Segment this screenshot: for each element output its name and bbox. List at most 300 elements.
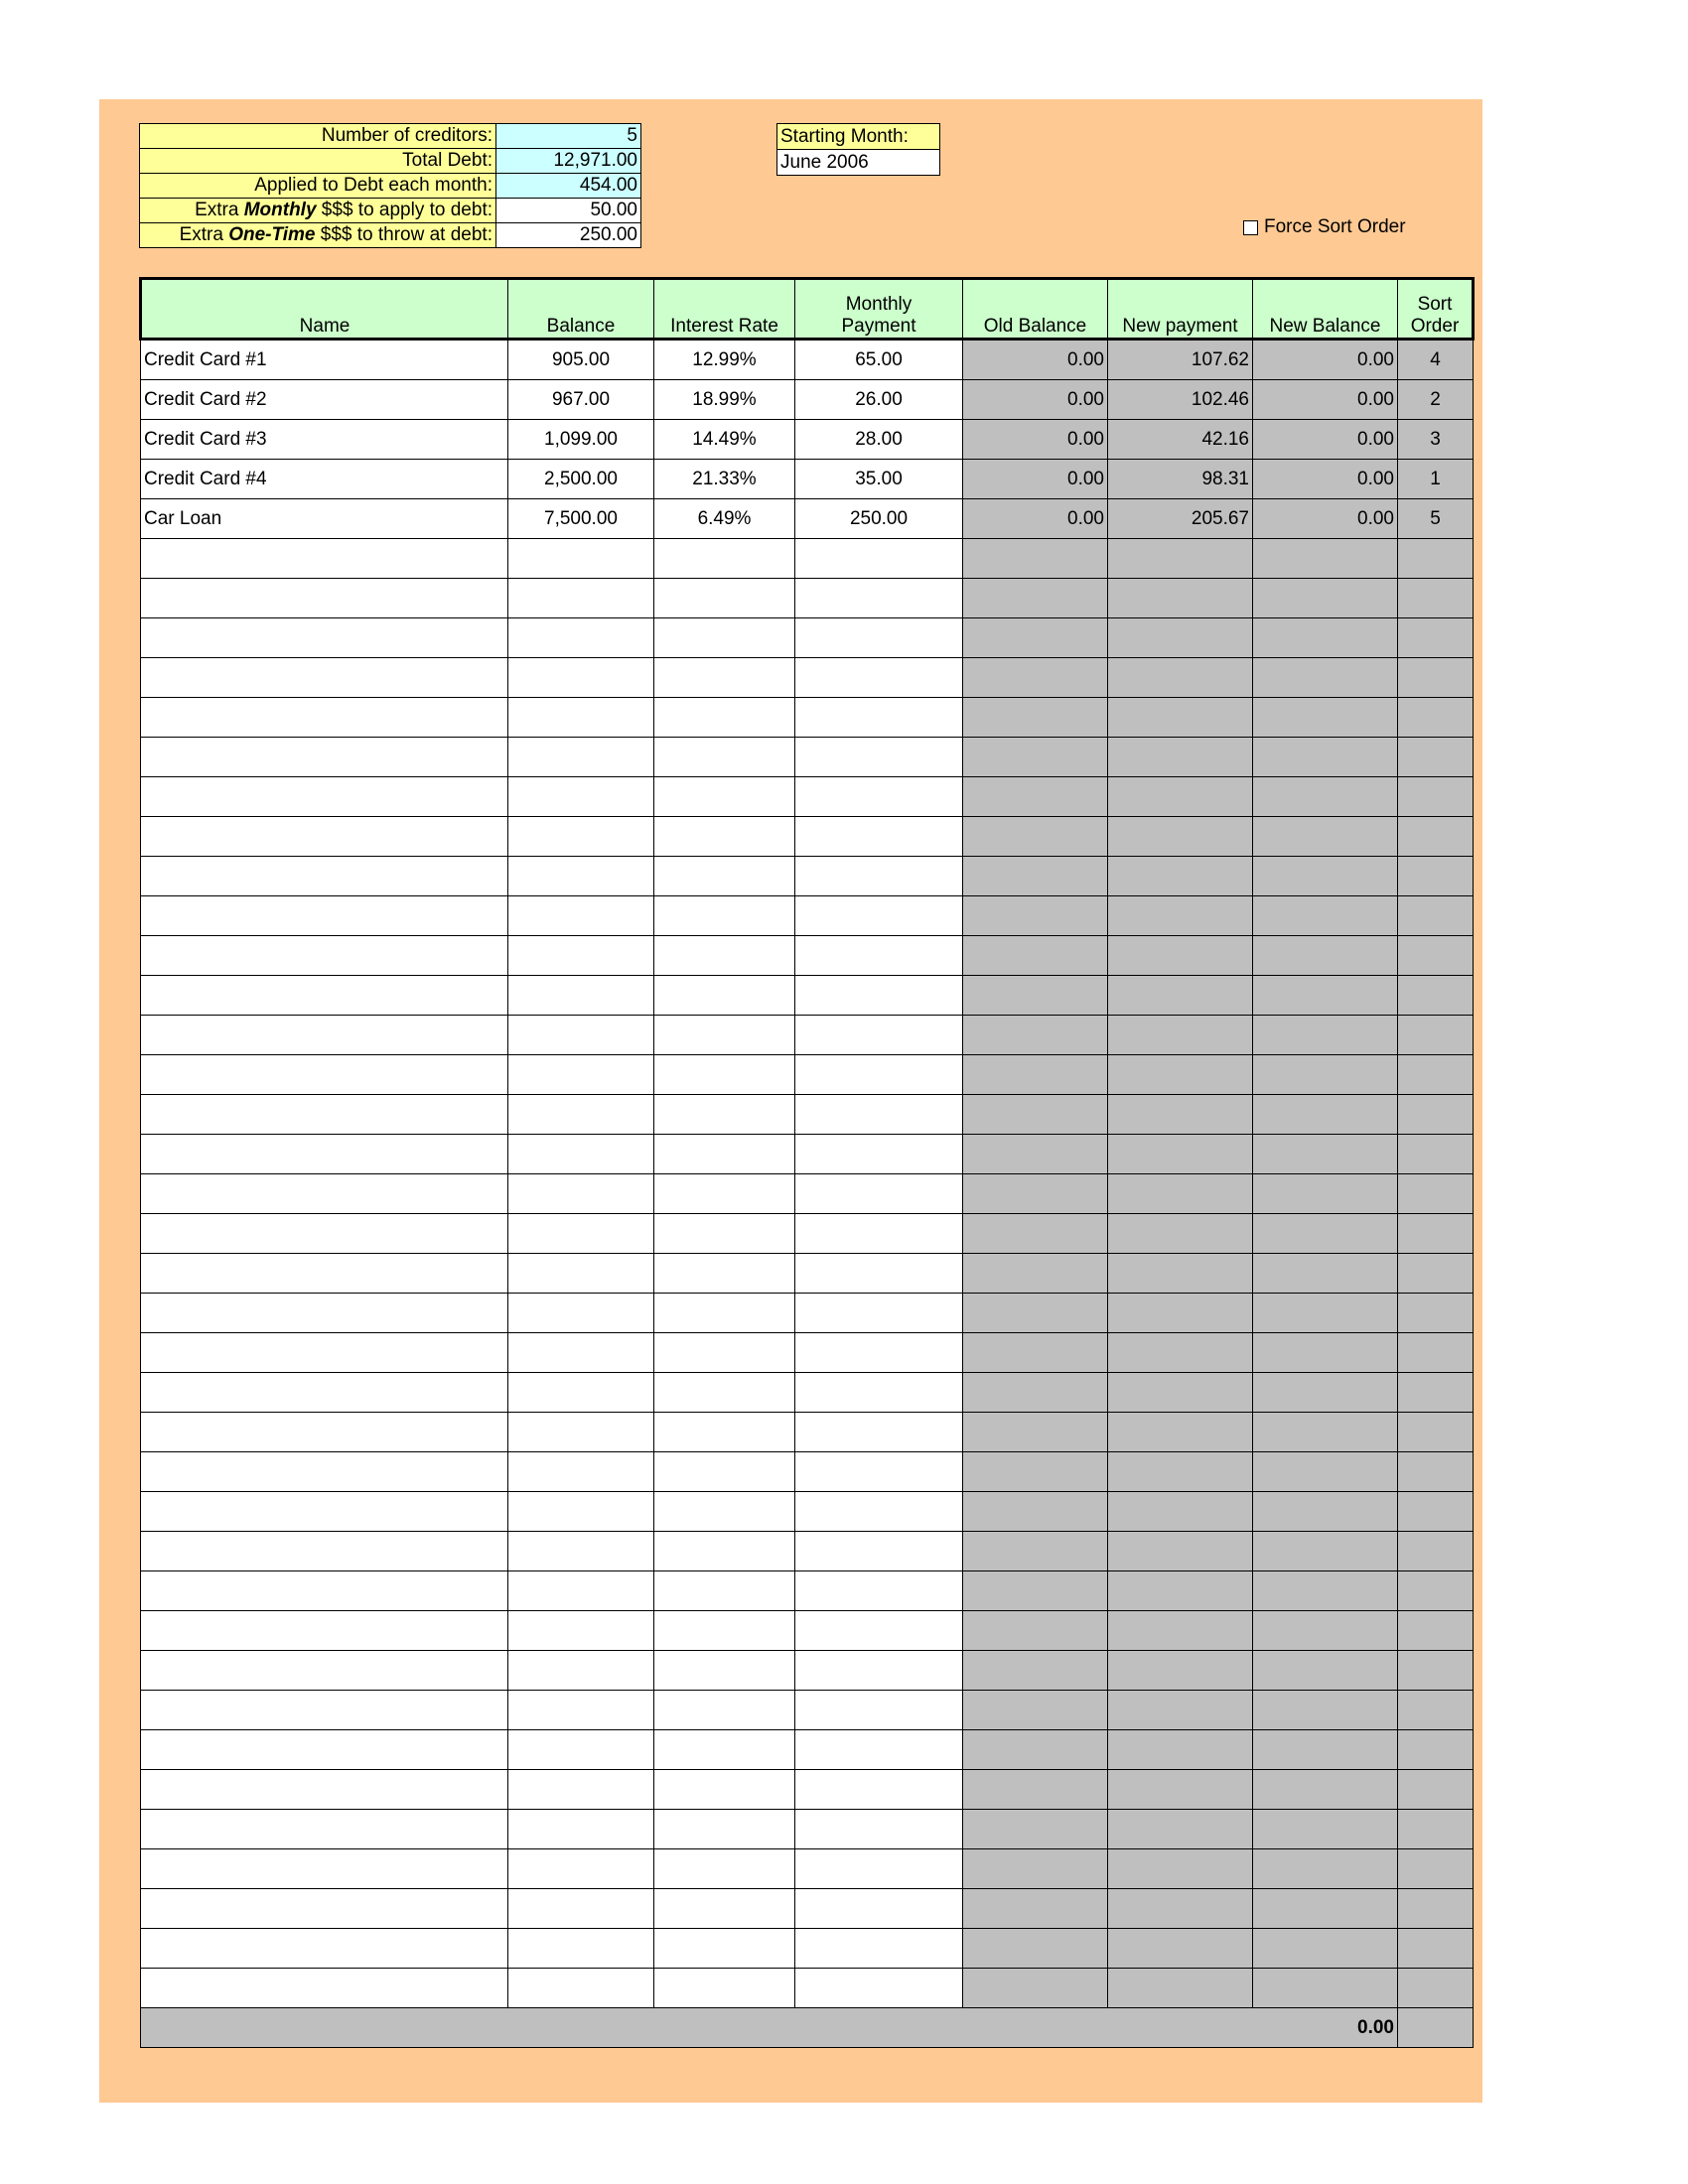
empty-table-row (141, 1611, 1474, 1651)
new-payment-cell (1108, 896, 1253, 936)
sort-order-cell (1398, 1254, 1474, 1294)
monthly-payment-cell[interactable] (795, 1770, 963, 1810)
interest-rate-cell[interactable] (654, 1254, 795, 1294)
balance-cell[interactable] (508, 817, 654, 857)
old-balance-cell (963, 1174, 1108, 1214)
interest-rate-cell[interactable] (654, 1730, 795, 1770)
old-balance-cell (963, 976, 1108, 1016)
new-balance-cell (1253, 1174, 1398, 1214)
interest-rate-cell[interactable] (654, 936, 795, 976)
balance-cell[interactable] (508, 618, 654, 658)
name-cell[interactable] (141, 857, 508, 896)
summary-row (140, 223, 641, 248)
monthly-payment-cell[interactable] (795, 658, 963, 698)
interest-rate-cell[interactable] (654, 1691, 795, 1730)
old-balance-cell (963, 1016, 1108, 1055)
name-cell[interactable] (141, 658, 508, 698)
name-cell[interactable] (141, 1532, 508, 1571)
balance-cell[interactable] (508, 1571, 654, 1611)
empty-table-row (141, 579, 1474, 618)
interest-rate-cell[interactable] (654, 1532, 795, 1571)
interest-rate-cell[interactable] (654, 976, 795, 1016)
balance-cell[interactable] (508, 1849, 654, 1889)
summary-label: Total Debt: (140, 149, 496, 174)
balance-cell[interactable] (508, 1254, 654, 1294)
monthly-payment-cell[interactable] (795, 857, 963, 896)
monthly-payment-cell[interactable] (795, 738, 963, 777)
column-header-monthly-payment (795, 279, 963, 340)
balance-cell[interactable] (508, 1095, 654, 1135)
new-balance-cell (1253, 1452, 1398, 1492)
old-balance-cell (963, 1571, 1108, 1611)
interest-rate-cell[interactable]: 21.33% (654, 460, 795, 499)
empty-table-row (141, 1452, 1474, 1492)
empty-table-row (141, 1016, 1474, 1055)
balance-cell[interactable] (508, 1969, 654, 2008)
sort-order-cell (1398, 618, 1474, 658)
balance-cell[interactable] (508, 1055, 654, 1095)
table-header-row (141, 279, 1474, 340)
new-balance-cell (1253, 1651, 1398, 1691)
balance-cell[interactable] (508, 738, 654, 777)
sort-order-cell (1398, 817, 1474, 857)
old-balance-cell: 0.00 (963, 340, 1108, 380)
empty-table-row (141, 539, 1474, 579)
old-balance-cell (963, 1691, 1108, 1730)
name-cell[interactable]: Credit Card #4 (141, 460, 508, 499)
interest-rate-cell[interactable] (654, 1651, 795, 1691)
summary-value[interactable]: 50.00 (496, 199, 641, 223)
old-balance-cell (963, 1095, 1108, 1135)
new-payment-cell (1108, 1174, 1253, 1214)
balance-cell[interactable] (508, 1135, 654, 1174)
empty-table-row (141, 817, 1474, 857)
interest-rate-cell[interactable] (654, 698, 795, 738)
monthly-payment-cell[interactable]: 35.00 (795, 460, 963, 499)
interest-rate-cell[interactable] (654, 1214, 795, 1254)
old-balance-cell (963, 1810, 1108, 1849)
name-cell[interactable]: Credit Card #3 (141, 420, 508, 460)
interest-rate-cell[interactable] (654, 1571, 795, 1611)
interest-rate-cell[interactable] (654, 1452, 795, 1492)
column-header-monthly-payment-line2: Payment (841, 316, 916, 337)
empty-table-row (141, 1333, 1474, 1373)
interest-rate-cell[interactable] (654, 1492, 795, 1532)
monthly-payment-cell[interactable] (795, 1095, 963, 1135)
balance-cell[interactable] (508, 1770, 654, 1810)
balance-cell[interactable] (508, 777, 654, 817)
name-cell[interactable] (141, 1095, 508, 1135)
summary-label (140, 223, 496, 248)
sort-order-cell (1398, 896, 1474, 936)
new-payment-cell (1108, 1016, 1253, 1055)
old-balance-cell (963, 896, 1108, 936)
balance-cell[interactable] (508, 1333, 654, 1373)
column-header-sort-order-line1: Sort (1417, 294, 1453, 315)
interest-rate-cell[interactable] (654, 658, 795, 698)
name-cell[interactable] (141, 1055, 508, 1095)
sort-order-cell (1398, 1532, 1474, 1571)
old-balance-cell (963, 1492, 1108, 1532)
sort-order-cell (1398, 1571, 1474, 1611)
monthly-payment-cell[interactable]: 28.00 (795, 420, 963, 460)
new-payment-cell (1108, 658, 1253, 698)
monthly-payment-cell[interactable] (795, 1174, 963, 1214)
name-cell[interactable] (141, 1492, 508, 1532)
monthly-payment-cell[interactable]: 250.00 (795, 499, 963, 539)
sort-order-cell: 4 (1398, 340, 1474, 380)
name-cell[interactable] (141, 1016, 508, 1055)
interest-rate-cell[interactable] (654, 1016, 795, 1055)
name-cell[interactable] (141, 1452, 508, 1492)
summary-value: 454.00 (496, 174, 641, 199)
name-cell[interactable] (141, 738, 508, 777)
sort-order-cell (1398, 1611, 1474, 1651)
balance-cell[interactable] (508, 1294, 654, 1333)
interest-rate-cell[interactable] (654, 1810, 795, 1849)
new-payment-cell (1108, 1889, 1253, 1929)
monthly-payment-cell[interactable]: 65.00 (795, 340, 963, 380)
name-cell[interactable] (141, 1889, 508, 1929)
column-header-new-payment: New payment (1108, 279, 1253, 340)
balance-cell[interactable] (508, 539, 654, 579)
new-balance-cell: 0.00 (1253, 499, 1398, 539)
interest-rate-cell[interactable] (654, 738, 795, 777)
interest-rate-cell[interactable] (654, 777, 795, 817)
name-cell[interactable] (141, 1373, 508, 1413)
interest-rate-cell[interactable] (654, 539, 795, 579)
sort-order-cell: 1 (1398, 460, 1474, 499)
summary-value: 5 (496, 124, 641, 149)
interest-rate-cell[interactable] (654, 857, 795, 896)
balance-cell[interactable]: 967.00 (508, 380, 654, 420)
starting-month-panel (776, 123, 940, 176)
balance-cell[interactable] (508, 1810, 654, 1849)
new-payment-cell (1108, 817, 1253, 857)
name-cell[interactable] (141, 618, 508, 658)
balance-cell[interactable] (508, 1492, 654, 1532)
new-payment-cell (1108, 1214, 1253, 1254)
balance-cell[interactable]: 905.00 (508, 340, 654, 380)
old-balance-cell (963, 618, 1108, 658)
interest-rate-cell[interactable] (654, 1929, 795, 1969)
new-balance-cell (1253, 698, 1398, 738)
old-balance-cell (963, 936, 1108, 976)
old-balance-cell (963, 1452, 1108, 1492)
balance-cell[interactable] (508, 1651, 654, 1691)
interest-rate-cell[interactable] (654, 896, 795, 936)
name-cell[interactable] (141, 1333, 508, 1373)
new-balance-cell: 0.00 (1253, 380, 1398, 420)
balance-cell[interactable] (508, 976, 654, 1016)
sort-order-cell: 2 (1398, 380, 1474, 420)
old-balance-cell (963, 658, 1108, 698)
old-balance-cell (963, 1055, 1108, 1095)
new-payment-cell (1108, 539, 1253, 579)
new-balance-cell (1253, 1770, 1398, 1810)
balance-cell[interactable] (508, 1413, 654, 1452)
name-cell[interactable] (141, 1611, 508, 1651)
new-payment-cell (1108, 936, 1253, 976)
monthly-payment-cell[interactable] (795, 539, 963, 579)
interest-rate-cell[interactable]: 14.49% (654, 420, 795, 460)
monthly-payment-cell[interactable] (795, 1135, 963, 1174)
old-balance-cell (963, 1770, 1108, 1810)
new-payment-cell (1108, 1770, 1253, 1810)
empty-table-row (141, 1214, 1474, 1254)
old-balance-cell (963, 1294, 1108, 1333)
name-cell[interactable]: Credit Card #1 (141, 340, 508, 380)
balance-cell[interactable] (508, 1889, 654, 1929)
sort-order-cell (1398, 1730, 1474, 1770)
table-row (141, 460, 1474, 499)
interest-rate-cell[interactable] (654, 1373, 795, 1413)
monthly-payment-cell[interactable] (795, 976, 963, 1016)
new-balance-cell (1253, 1691, 1398, 1730)
new-balance-cell (1253, 1889, 1398, 1929)
balance-cell[interactable] (508, 857, 654, 896)
empty-table-row (141, 936, 1474, 976)
empty-table-row (141, 1810, 1474, 1849)
new-balance-cell (1253, 1929, 1398, 1969)
new-balance-cell (1253, 976, 1398, 1016)
sort-order-cell (1398, 1889, 1474, 1929)
name-cell[interactable] (141, 1651, 508, 1691)
table-row (141, 340, 1474, 380)
name-cell[interactable] (141, 936, 508, 976)
name-cell[interactable] (141, 1135, 508, 1174)
name-cell[interactable] (141, 1254, 508, 1294)
balance-cell[interactable] (508, 1730, 654, 1770)
column-header-monthly-payment-line1: Monthly (845, 294, 913, 315)
new-balance-cell (1253, 738, 1398, 777)
new-payment-cell (1108, 1571, 1253, 1611)
monthly-payment-cell[interactable] (795, 896, 963, 936)
interest-rate-cell[interactable] (654, 1889, 795, 1929)
sort-order-cell (1398, 1135, 1474, 1174)
empty-table-row (141, 777, 1474, 817)
interest-rate-cell[interactable]: 6.49% (654, 499, 795, 539)
empty-table-row (141, 1055, 1474, 1095)
name-cell[interactable] (141, 1691, 508, 1730)
empty-table-row (141, 1849, 1474, 1889)
summary-label-suffix: $$$ to throw at debt: (315, 224, 492, 245)
interest-rate-cell[interactable]: 18.99% (654, 380, 795, 420)
name-cell[interactable] (141, 539, 508, 579)
new-payment-cell (1108, 1055, 1253, 1095)
name-cell[interactable] (141, 698, 508, 738)
monthly-payment-cell[interactable] (795, 1532, 963, 1571)
interest-rate-cell[interactable] (654, 618, 795, 658)
balance-cell[interactable] (508, 896, 654, 936)
interest-rate-cell[interactable] (654, 1294, 795, 1333)
monthly-payment-cell[interactable] (795, 1889, 963, 1929)
summary-label: Applied to Debt each month: (140, 174, 496, 199)
name-cell[interactable] (141, 1413, 508, 1452)
interest-rate-cell[interactable] (654, 1055, 795, 1095)
monthly-payment-cell[interactable] (795, 1929, 963, 1969)
old-balance-cell (963, 738, 1108, 777)
monthly-payment-cell[interactable] (795, 1730, 963, 1770)
monthly-payment-cell[interactable] (795, 1254, 963, 1294)
monthly-payment-cell[interactable] (795, 1651, 963, 1691)
balance-cell[interactable] (508, 1691, 654, 1730)
monthly-payment-cell[interactable] (795, 1969, 963, 2008)
interest-rate-cell[interactable] (654, 1095, 795, 1135)
balance-cell[interactable] (508, 1532, 654, 1571)
empty-table-row (141, 1691, 1474, 1730)
table-total-row (141, 2008, 1474, 2048)
new-payment-cell (1108, 857, 1253, 896)
interest-rate-cell[interactable] (654, 1611, 795, 1651)
sort-order-cell (1398, 1373, 1474, 1413)
interest-rate-cell[interactable] (654, 1135, 795, 1174)
monthly-payment-cell[interactable] (795, 1571, 963, 1611)
monthly-payment-cell[interactable] (795, 1810, 963, 1849)
name-cell[interactable] (141, 777, 508, 817)
sort-order-cell (1398, 698, 1474, 738)
sort-order-cell (1398, 1691, 1474, 1730)
summary-row (140, 124, 641, 149)
interest-rate-cell[interactable] (654, 817, 795, 857)
monthly-payment-cell[interactable] (795, 1294, 963, 1333)
name-cell[interactable] (141, 1730, 508, 1770)
new-payment-cell: 205.67 (1108, 499, 1253, 539)
old-balance-cell (963, 1254, 1108, 1294)
monthly-payment-cell[interactable] (795, 579, 963, 618)
name-cell[interactable] (141, 1969, 508, 2008)
name-cell[interactable] (141, 896, 508, 936)
new-payment-cell (1108, 1730, 1253, 1770)
monthly-payment-cell[interactable] (795, 1452, 963, 1492)
interest-rate-cell[interactable] (654, 1849, 795, 1889)
sort-order-cell (1398, 1452, 1474, 1492)
new-balance-cell (1253, 1373, 1398, 1413)
monthly-payment-cell[interactable] (795, 1214, 963, 1254)
interest-rate-cell[interactable] (654, 1174, 795, 1214)
balance-cell[interactable] (508, 698, 654, 738)
name-cell[interactable] (141, 1294, 508, 1333)
interest-rate-cell[interactable] (654, 1333, 795, 1373)
sort-order-cell (1398, 539, 1474, 579)
starting-month-field[interactable]: June 2006 (777, 150, 940, 176)
column-header-sort-order (1398, 279, 1474, 340)
new-balance-cell (1253, 618, 1398, 658)
interest-rate-cell[interactable] (654, 1413, 795, 1452)
name-cell[interactable] (141, 1929, 508, 1969)
balance-cell[interactable] (508, 579, 654, 618)
empty-table-row (141, 1889, 1474, 1929)
old-balance-cell (963, 1135, 1108, 1174)
force-sort-order-checkbox[interactable] (1243, 220, 1258, 235)
monthly-payment-cell[interactable] (795, 1413, 963, 1452)
monthly-payment-cell[interactable] (795, 1333, 963, 1373)
new-payment-cell (1108, 1532, 1253, 1571)
name-cell[interactable] (141, 1849, 508, 1889)
empty-table-row (141, 1254, 1474, 1294)
name-cell[interactable] (141, 579, 508, 618)
sort-order-cell (1398, 976, 1474, 1016)
summary-label-prefix: Extra (179, 224, 229, 245)
new-payment-cell (1108, 1651, 1253, 1691)
balance-cell[interactable] (508, 1452, 654, 1492)
balance-cell[interactable] (508, 1373, 654, 1413)
monthly-payment-cell[interactable] (795, 1016, 963, 1055)
monthly-payment-cell[interactable] (795, 1611, 963, 1651)
interest-rate-cell[interactable] (654, 1770, 795, 1810)
monthly-payment-cell[interactable] (795, 777, 963, 817)
monthly-payment-cell[interactable] (795, 817, 963, 857)
interest-rate-cell[interactable] (654, 1969, 795, 2008)
empty-table-row (141, 1413, 1474, 1452)
name-cell[interactable] (141, 1214, 508, 1254)
balance-cell[interactable] (508, 1929, 654, 1969)
sort-order-cell (1398, 1095, 1474, 1135)
new-balance-cell: 0.00 (1253, 420, 1398, 460)
name-cell[interactable] (141, 976, 508, 1016)
sort-order-cell (1398, 777, 1474, 817)
name-cell[interactable]: Car Loan (141, 499, 508, 539)
interest-rate-cell[interactable]: 12.99% (654, 340, 795, 380)
balance-cell[interactable]: 2,500.00 (508, 460, 654, 499)
balance-cell[interactable] (508, 1214, 654, 1254)
summary-label-suffix: $$$ to apply to debt: (316, 200, 492, 220)
force-sort-order-label: Force Sort Order (1264, 216, 1406, 237)
monthly-payment-cell[interactable] (795, 618, 963, 658)
name-cell[interactable] (141, 1810, 508, 1849)
monthly-payment-cell[interactable] (795, 1691, 963, 1730)
new-payment-cell (1108, 1413, 1253, 1452)
monthly-payment-cell[interactable] (795, 1055, 963, 1095)
balance-cell[interactable] (508, 1174, 654, 1214)
column-header-new-balance: New Balance (1253, 279, 1398, 340)
name-cell[interactable] (141, 817, 508, 857)
monthly-payment-cell[interactable] (795, 698, 963, 738)
monthly-payment-cell[interactable]: 26.00 (795, 380, 963, 420)
old-balance-cell: 0.00 (963, 460, 1108, 499)
balance-cell[interactable] (508, 1016, 654, 1055)
summary-value[interactable]: 250.00 (496, 223, 641, 248)
name-cell[interactable] (141, 1571, 508, 1611)
old-balance-cell (963, 1611, 1108, 1651)
name-cell[interactable]: Credit Card #2 (141, 380, 508, 420)
monthly-payment-cell[interactable] (795, 936, 963, 976)
force-sort-order-control[interactable] (1243, 216, 1406, 238)
monthly-payment-cell[interactable] (795, 1373, 963, 1413)
balance-cell[interactable] (508, 936, 654, 976)
total-cell: 0.00 (141, 2008, 1398, 2048)
interest-rate-cell[interactable] (654, 579, 795, 618)
new-payment-cell (1108, 1810, 1253, 1849)
old-balance-cell (963, 1413, 1108, 1452)
balance-cell[interactable] (508, 658, 654, 698)
name-cell[interactable] (141, 1770, 508, 1810)
monthly-payment-cell[interactable] (795, 1849, 963, 1889)
balance-cell[interactable] (508, 1611, 654, 1651)
new-balance-cell (1253, 1969, 1398, 2008)
new-balance-cell (1253, 658, 1398, 698)
new-payment-cell (1108, 579, 1253, 618)
name-cell[interactable] (141, 1174, 508, 1214)
new-payment-cell (1108, 1929, 1253, 1969)
empty-table-row (141, 1373, 1474, 1413)
sort-order-cell (1398, 936, 1474, 976)
balance-cell[interactable]: 1,099.00 (508, 420, 654, 460)
monthly-payment-cell[interactable] (795, 1492, 963, 1532)
sort-order-cell (1398, 1333, 1474, 1373)
sort-order-cell (1398, 1055, 1474, 1095)
balance-cell[interactable]: 7,500.00 (508, 499, 654, 539)
